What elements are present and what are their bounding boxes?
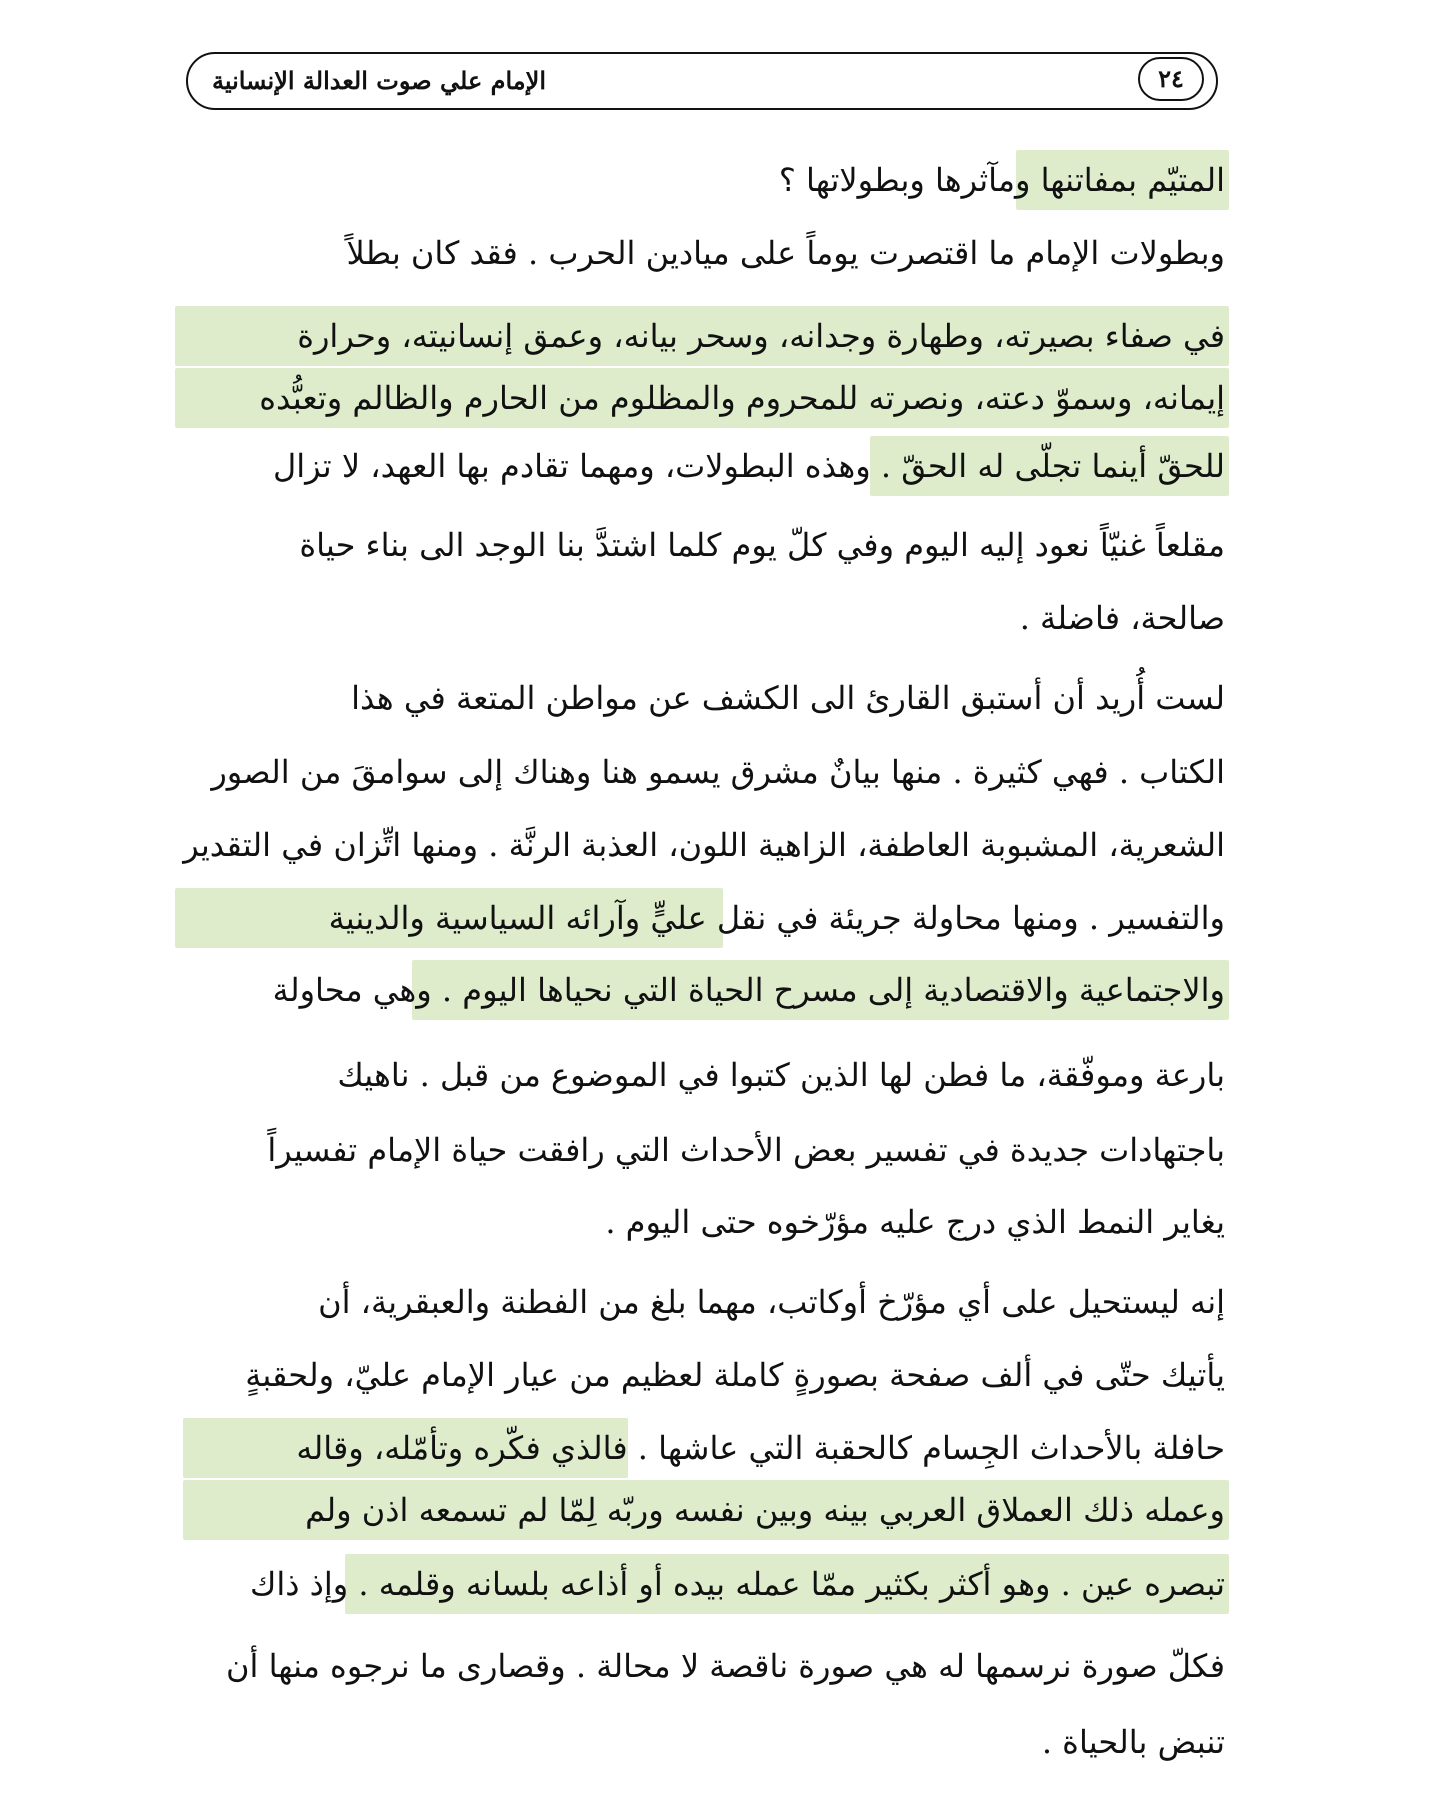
text-line: للحقّ أينما تجلّى له الحقّ . وهذه البطولات، ومهما تقادم بها العهد، لا تزال: [273, 447, 1225, 485]
text-line: يأتيك حتّى في ألف صفحة بصورةٍ كاملة لعظيم من عيار الإمام عليّ، ولحقبةٍ: [245, 1356, 1225, 1394]
text-line: صالحة، فاضلة .: [1019, 599, 1225, 637]
running-header: [186, 52, 1218, 110]
header-title: الإمام علي صوت العدالة الإنسانية: [212, 66, 546, 95]
text-line: في صفاء بصيرته، وطهارة وجدانه، وسحر بيانه، وعمق إنسانيته، وحرارة: [297, 317, 1225, 355]
text-line: باجتهادات جديدة في تفسير بعض الأحداث التي رافقت حياة الإمام تفسيراً: [267, 1131, 1225, 1169]
text-line: إيمانه، وسموّ دعته، ونصرته للمحروم والمظلوم من الحارم والظالم وتعبُّده: [259, 379, 1225, 417]
text-line: والتفسير . ومنها محاولة جريئة في نقل عليٍّ وآرائه السياسية والدينية: [328, 899, 1225, 937]
text-line: لست أُريد أن أستبق القارئ الى الكشف عن مواطن المتعة في هذا: [351, 679, 1225, 717]
text-line: تبصره عين . وهو أكثر بكثير ممّا عمله بيده أو أذاعه بلسانه وقلمه . وإذ ذاك: [249, 1565, 1225, 1603]
text-line: مقلعاً غنيّاً نعود إليه اليوم وفي كلّ يوم كلما اشتدَّ بنا الوجد الى بناء حياة: [299, 526, 1225, 564]
page-number: ٢٤: [1138, 57, 1204, 101]
text-line: الشعرية، المشبوبة العاطفة، الزاهية اللون، العذبة الرنَّة . ومنها اتِّزان في التقدير: [183, 826, 1225, 864]
text-line: المتيّم بمفاتنها ومآثرها وبطولاتها ؟: [778, 161, 1225, 199]
text-line: تنبض بالحياة .: [1041, 1723, 1225, 1761]
text-line: فكلّ صورة نرسمها له هي صورة ناقصة لا محالة . وقصارى ما نرجوه منها أن: [226, 1647, 1225, 1685]
text-line: حافلة بالأحداث الجِسام كالحقبة التي عاشها . فالذي فكّره وتأمّله، وقاله: [296, 1429, 1225, 1467]
text-line: وبطولات الإمام ما اقتصرت يوماً على ميادين الحرب . فقد كان بطلاً: [346, 234, 1225, 272]
text-line: إنه ليستحيل على أي مؤرّخ أوكاتب، مهما بلغ من الفطنة والعبقرية، أن: [318, 1283, 1225, 1321]
text-line: بارعة وموفّقة، ما فطن لها الذين كتبوا في الموضوع من قبل . ناهيك: [337, 1056, 1225, 1094]
text-line: وعمله ذلك العملاق العربي بينه وبين نفسه وربّه لِمّا لم تسمعه اذن ولم: [305, 1491, 1225, 1529]
text-line: والاجتماعية والاقتصادية إلى مسرح الحياة التي نحياها اليوم . وهي محاولة: [272, 971, 1225, 1009]
text-line: الكتاب . فهي كثيرة . منها بيانٌ مشرق يسمو هنا وهناك إلى سوامقَ من الصور: [211, 753, 1225, 791]
text-line: يغاير النمط الذي درج عليه مؤرّخوه حتى اليوم .: [605, 1203, 1225, 1241]
